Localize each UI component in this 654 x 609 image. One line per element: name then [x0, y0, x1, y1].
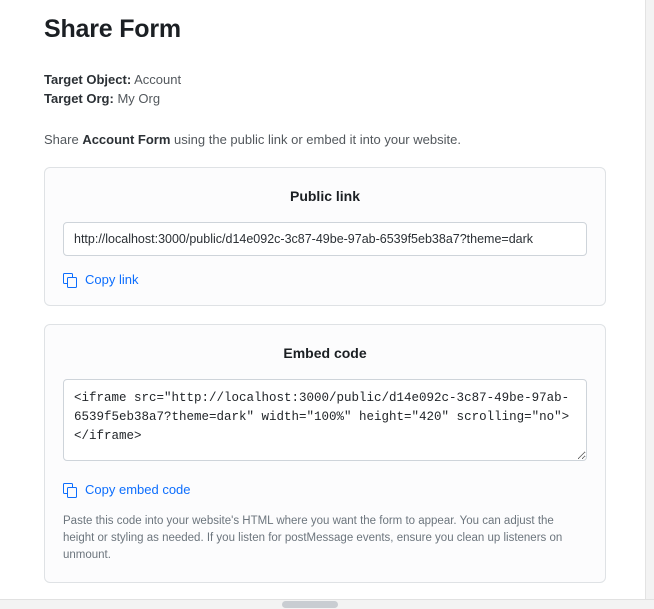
embed-code-textarea[interactable]: [63, 379, 587, 461]
copy-icon: [63, 273, 77, 287]
public-link-input[interactable]: [63, 222, 587, 256]
copy-icon: [63, 483, 77, 497]
embed-help-text: Paste this code into your website's HTML where you want the form to appear. You can adjust the height or styling as needed. If you listen for postMessage events, ensure you clean up listeners on unmount.: [63, 515, 563, 561]
copy-embed-code-button[interactable]: [63, 482, 191, 497]
copy-embed-code-label: Copy embed code: [85, 482, 191, 497]
target-object-label: Target Object:: [44, 72, 132, 87]
intro-form-name: Account Form: [82, 132, 171, 147]
target-meta: [44, 70, 616, 108]
target-org-value: My Org: [117, 91, 161, 106]
target-org-label: Target Org:: [44, 91, 114, 106]
intro-text: [44, 130, 616, 149]
public-link-card: [44, 167, 606, 306]
copy-link-label: Copy link: [85, 272, 139, 287]
horizontal-scrollbar[interactable]: [0, 599, 654, 609]
copy-link-button[interactable]: [63, 272, 138, 287]
page-title: Share Form: [44, 15, 181, 43]
target-object-row: [44, 70, 616, 89]
intro-prefix: Share: [44, 132, 83, 147]
public-link-card-title: Public link: [289, 188, 360, 204]
page-scrollbar-track[interactable]: [645, 0, 654, 609]
embed-code-card: [44, 324, 606, 583]
embed-code-card-title: Embed code: [283, 345, 367, 361]
intro-suffix: using the public link or embed it into your website.: [170, 132, 461, 147]
target-object-value: Account: [134, 72, 182, 87]
horizontal-scrollbar-thumb[interactable]: [282, 601, 338, 608]
target-org-row: [44, 89, 616, 108]
